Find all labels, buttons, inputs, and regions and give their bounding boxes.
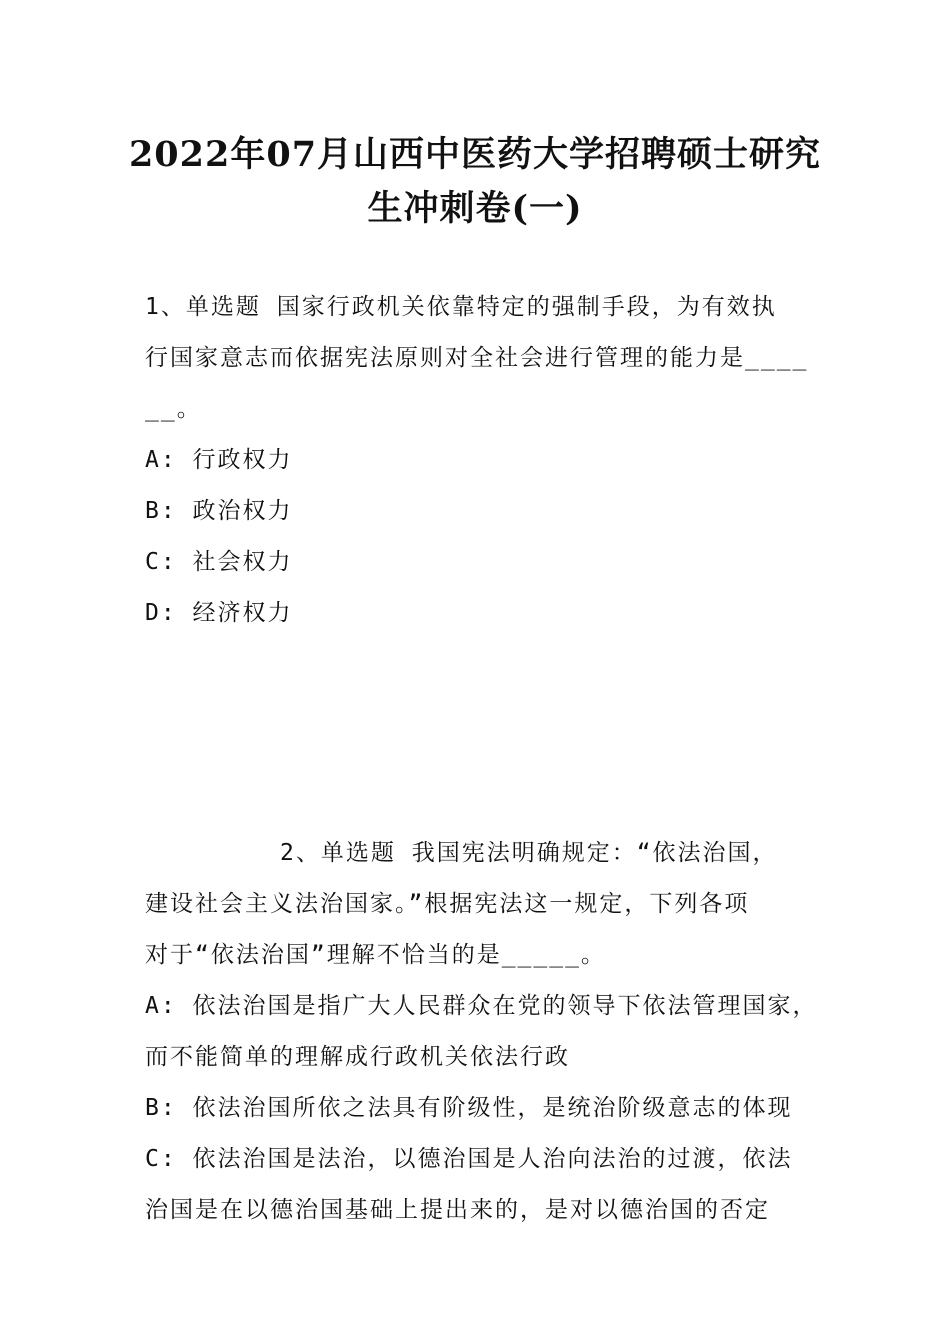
- document-title: [0, 128, 950, 236]
- question-1-text-line: __。: [145, 396, 202, 422]
- question-2-text-line: 建设社会主义法治国家。”根据宪法这一规定，下列各项: [145, 891, 750, 917]
- question-2-option-b: B: 依法治国所依之法具有阶级性，是统治阶级意志的体现: [145, 1095, 793, 1121]
- question-2: [145, 828, 818, 1236]
- question-2-option-a-continued: 而不能简单的理解成行政机关依法行政: [145, 1044, 570, 1070]
- title-line-1: 2022年07月山西中医药大学招聘硕士研究: [128, 134, 822, 175]
- question-1-option-b: B: 政治权力: [145, 498, 293, 524]
- question-2-option-c-continued: 治国是在以德治国基础上提出来的，是对以德治国的否定: [145, 1197, 770, 1223]
- title-line-2: 生冲刺卷(一): [367, 188, 583, 229]
- question-2-text-line: 2、单选题 我国宪法明确规定：“依法治国，: [280, 840, 778, 866]
- question-2-option-a: A: 依法治国是指广大人民群众在党的领导下依法管理国家，: [145, 993, 818, 1019]
- question-1-option-c: C: 社会权力: [145, 549, 293, 575]
- question-1-option-a: A: 行政权力: [145, 447, 293, 473]
- question-1-text-line: 1、单选题 国家行政机关依靠特定的强制手段，为有效执: [145, 294, 777, 320]
- question-1: [145, 282, 810, 639]
- question-2-text-line: 对于“依法治国”理解不恰当的是_____。: [145, 942, 606, 968]
- question-1-option-d: D: 经济权力: [145, 600, 293, 626]
- question-2-option-c: C: 依法治国是法治，以德治国是人治向法治的过渡，依法: [145, 1146, 793, 1172]
- question-1-text-line: 行国家意志而依据宪法原则对全社会进行管理的能力是____: [145, 345, 809, 371]
